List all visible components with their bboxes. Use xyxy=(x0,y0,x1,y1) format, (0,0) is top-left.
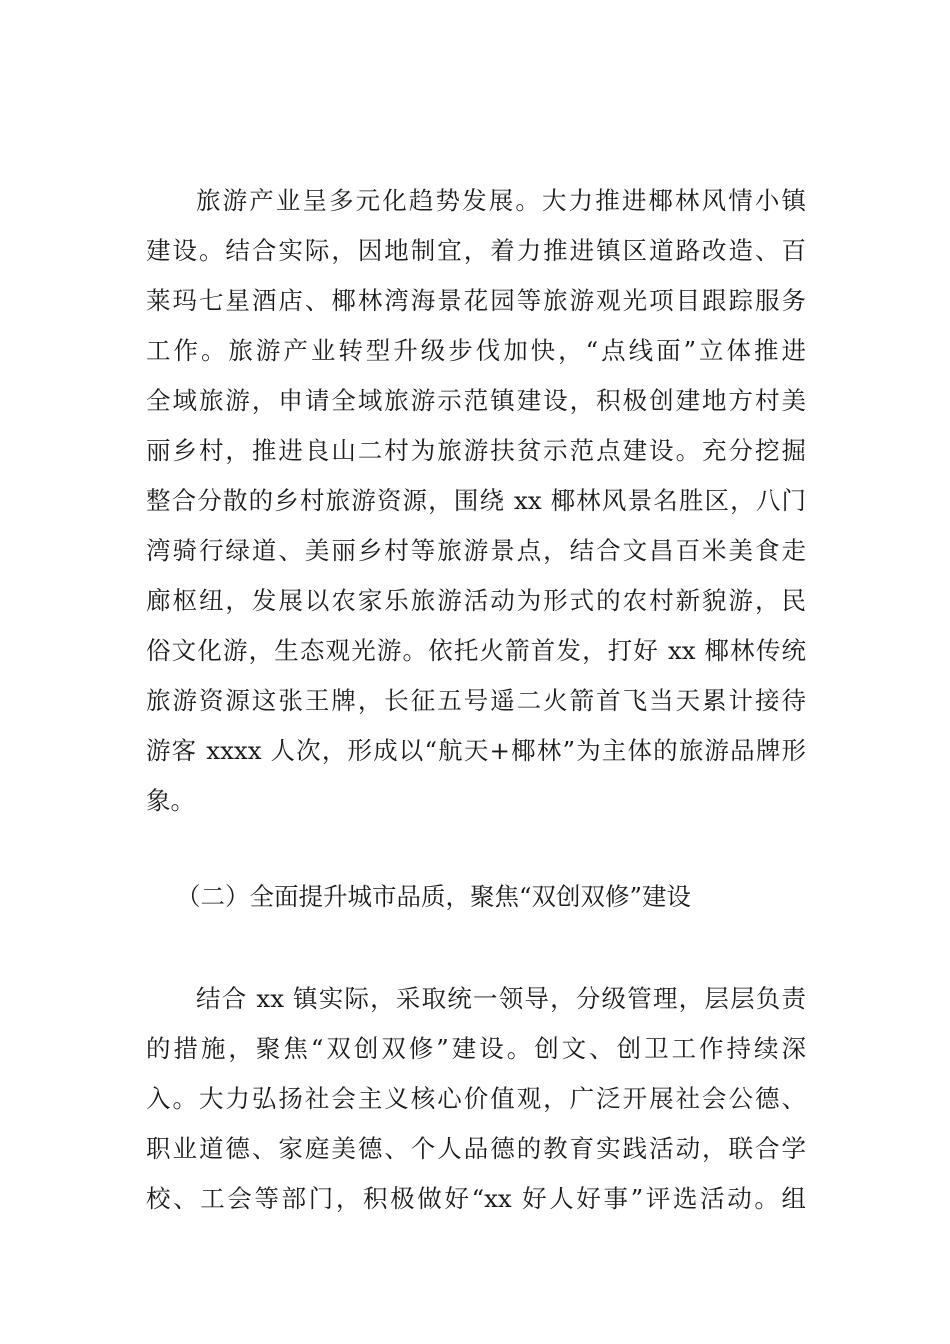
paragraph-2-line: 入。大力弘扬社会主义核心价值观，广泛开展社会公德、 xyxy=(146,1084,806,1113)
paragraph-1-line: 象。 xyxy=(146,786,195,815)
paragraph-1-line: 整合分散的乡村旅游资源，围绕 xx 椰林风景名胜区，八门 xyxy=(146,486,806,515)
paragraph-1-line: 俗文化游，生态观光游。依托火箭首发，打好 xx 椰林传统 xyxy=(146,636,806,665)
paragraph-1-line: 旅游资源这张王牌，长征五号遥二火箭首飞当天累计接待 xyxy=(146,686,806,715)
paragraph-1-line: 全域旅游，申请全域旅游示范镇建设，积极创建地方村美 xyxy=(146,386,806,415)
paragraph-1-line: 莱玛七星酒店、椰林湾海景花园等旅游观光项目跟踪服务 xyxy=(146,286,806,315)
paragraph-1-line: 游客 xxxx 人次，形成以“航天+椰林”为主体的旅游品牌形 xyxy=(146,736,806,765)
paragraph-2-line: 校、工会等部门，积极做好“xx 好人好事”评选活动。组 xyxy=(146,1184,806,1213)
paragraph-1-line: 建设。结合实际，因地制宜，着力推进镇区道路改造、百 xyxy=(146,236,806,265)
paragraph-1-line: 旅游产业呈多元化趋势发展。大力推进椰林风情小镇 xyxy=(196,186,806,215)
paragraph-1-line: 工作。旅游产业转型升级步伐加快，“点线面”立体推进 xyxy=(146,336,806,365)
paragraph-2-line: 的措施，聚焦“双创双修”建设。创文、创卫工作持续深 xyxy=(146,1034,806,1063)
section-heading: （二）全面提升城市品质，聚焦“双创双修”建设 xyxy=(176,882,692,911)
paragraph-2-line: 职业道德、家庭美德、个人品德的教育实践活动，联合学 xyxy=(146,1134,806,1163)
paragraph-1-line: 丽乡村，推进良山二村为旅游扶贫示范点建设。充分挖掘 xyxy=(146,436,806,465)
paragraph-1-line: 湾骑行绿道、美丽乡村等旅游景点，结合文昌百米美食走 xyxy=(146,536,806,565)
paragraph-2-line: 结合 xx 镇实际，采取统一领导，分级管理，层层负责 xyxy=(196,984,806,1013)
paragraph-1-line: 廊枢纽，发展以农家乐旅游活动为形式的农村新貌游，民 xyxy=(146,586,806,615)
